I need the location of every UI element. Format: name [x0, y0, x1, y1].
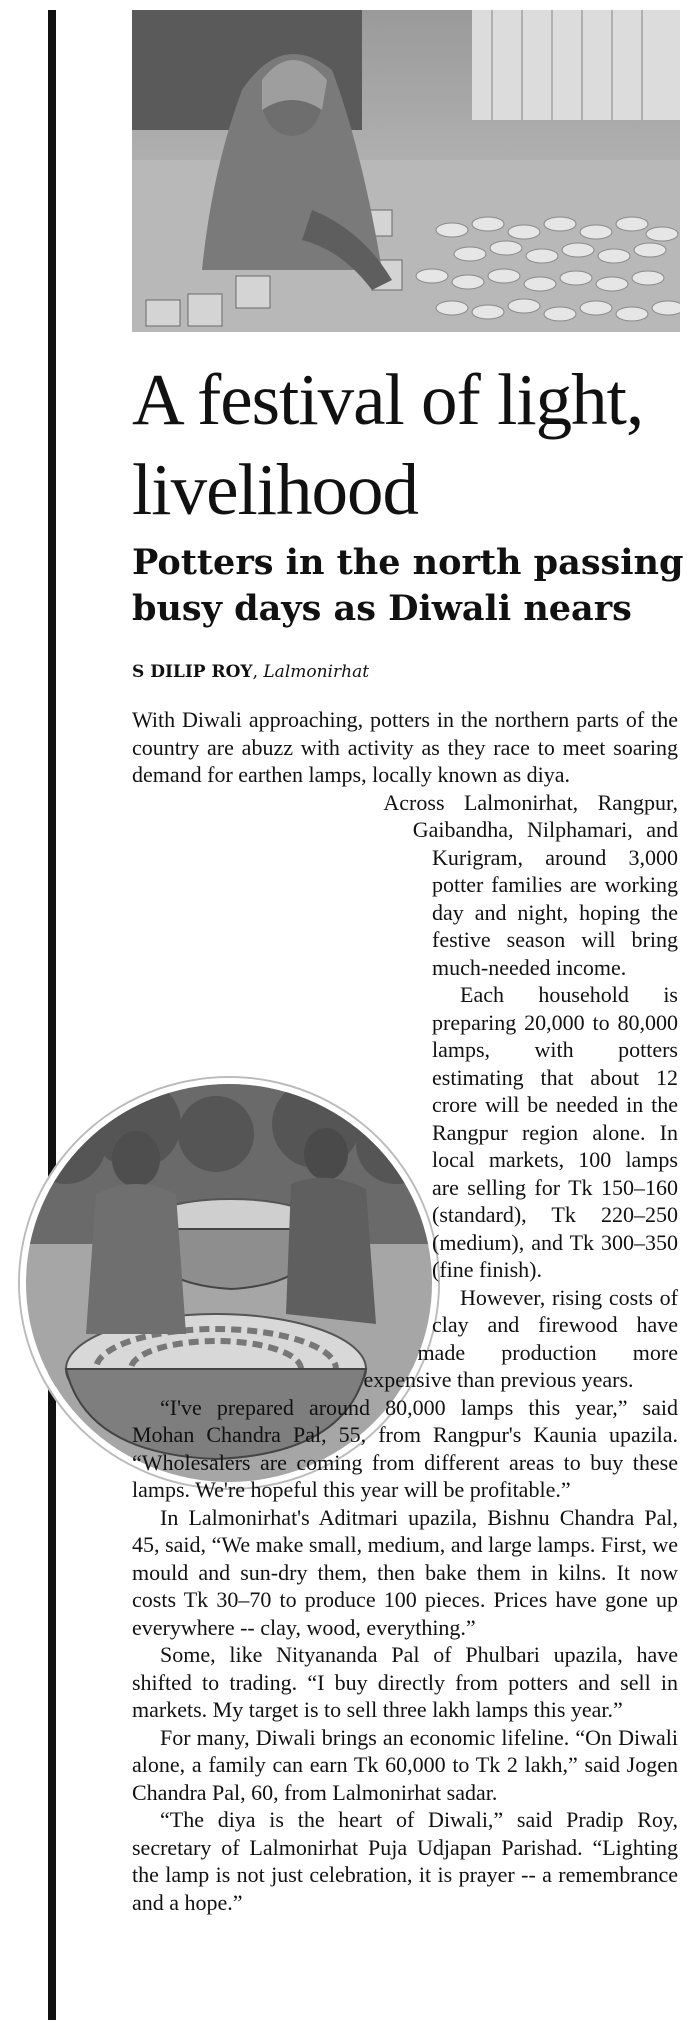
article-paragraph: Across Lalmonirhat, Rangpur, Gaibandha, Nilphamari, and Kurigram, around 3,000 potter families are working day and night, hoping the festive season will bring much-needed income.: [383, 789, 678, 980]
article-paragraph: With Diwali approaching, potters in the northern parts of the country are abuzz with activity as they race to meet soaring demand for earthen lamps, locally known as diya.: [132, 707, 678, 787]
article-paragraph: For many, Diwali brings an economic lifeline. “On Diwali alone, a family can earn Tk 60,000 to Tk 2 lakh,” said Jogen Chandra Pal, 60, from Lalmonirhat sadar.: [132, 1724, 678, 1805]
vertical-column-rule: [48, 10, 56, 2020]
headline: A festival of light, livelihood: [132, 359, 644, 530]
article-body: [132, 706, 678, 1916]
subheadline: Potters in the north passing busy days as Diwali nears: [132, 542, 684, 629]
article-paragraph: “I've prepared around 80,000 lamps this year,” said Mohan Chandra Pal, 55, from Rangpur's Kaunia upazila. “Wholesalers are coming from different areas to buy these lamps. We're hopeful this year will be profitable.”: [132, 1394, 678, 1502]
article-paragraph: In Lalmonirhat's Aditmari upazila, Bishnu Chandra Pal, 45, said, “We make small, medium, and large lamps. First, we mould and sun-dry them, then bake them in kilns. It now costs Tk 30–70 to produce 100 pieces. Prices have gone up everywhere -- clay, wood, everything.”: [132, 1504, 678, 1640]
byline-location: Lalmonirhat: [263, 662, 370, 682]
byline: S DILIP ROY, Lalmonirhat: [132, 662, 370, 682]
article-paragraph: Some, like Nityananda Pal of Phulbari upazila, have shifted to trading. “I buy directly from potters and sell in markets. My target is to sell three lakh lamps this year.”: [132, 1642, 678, 1722]
byline-author: S DILIP ROY: [132, 662, 253, 682]
potter-woman-photo-icon: [132, 10, 680, 332]
article-paragraph: However, rising costs of clay and firewood have made production more expensive than previous years.: [363, 1284, 678, 1392]
article-paragraph: “The diya is the heart of Diwali,” said Pradip Roy, secretary of Lalmonirhat Puja Udjapan Parishad. “Lighting the lamp is not just celebration, it is prayer -- a remembrance and a hope.”: [132, 1807, 678, 1915]
article-paragraph: Each household is preparing 20,000 to 80,000 lamps, with potters estimating that about 12 crore will be needed in the Rangpur region alone. In local markets, 100 lamps are selling for Tk 150–160 (standard), Tk 220–250 (medium), and Tk 300–350 (fine finish).: [432, 982, 678, 1282]
